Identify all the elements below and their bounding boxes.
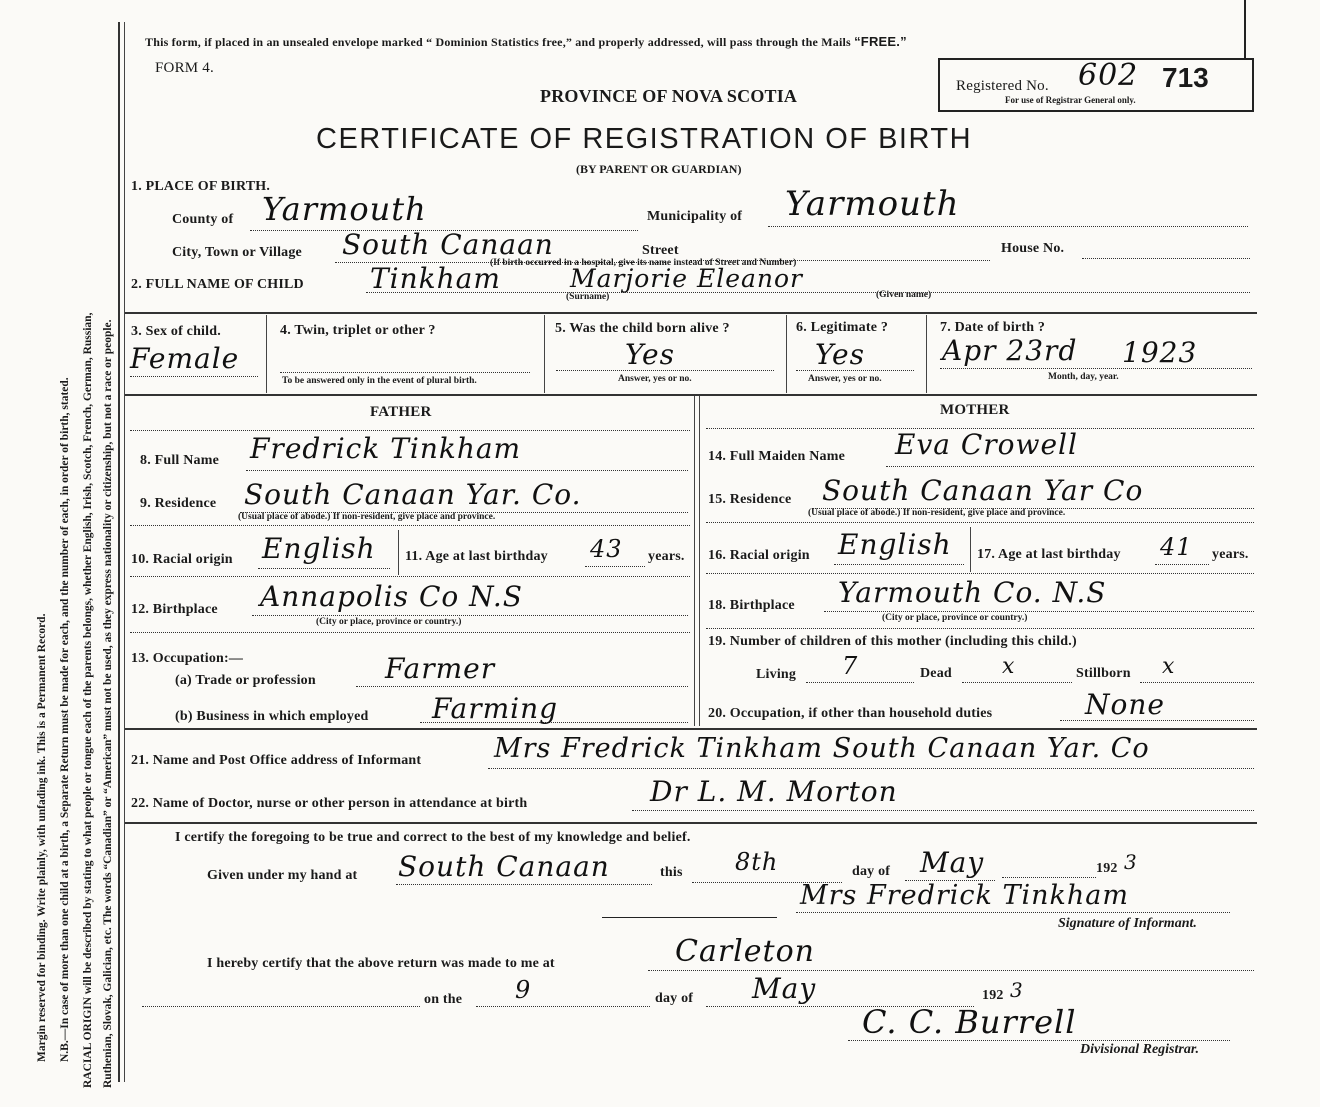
county-value: Yarmouth	[262, 190, 427, 228]
pen-mark	[1244, 0, 1246, 60]
born-alive-note: Answer, yes or no.	[618, 374, 692, 384]
dob-value-year: 1923	[1122, 336, 1198, 369]
child-name-label: 2. FULL NAME OF CHILD	[131, 277, 304, 292]
registrar-text: I hereby certify that the above return was made to me at	[207, 956, 555, 971]
informant-label: 21. Name and Post Office address of Informant	[131, 753, 422, 768]
province-title: PROVINCE OF NOVA SCOTIA	[540, 86, 798, 106]
municipality-label: Municipality of	[647, 209, 743, 224]
given-place-value: South Canaan	[398, 850, 610, 883]
registrar-note: For use of Registrar General only.	[1005, 95, 1136, 105]
certify-text: I certify the foregoing to be true and correct to the best of my knowledge and belief.	[175, 830, 691, 845]
father-birthplace-label: 12. Birthplace	[131, 602, 218, 617]
mother-living-value: 7	[842, 652, 859, 680]
separator-details	[125, 394, 1257, 396]
father-name-label: 8. Full Name	[140, 453, 220, 468]
sex-label: 3. Sex of child.	[131, 324, 221, 339]
father-race-label: 10. Racial origin	[131, 552, 233, 567]
margin-note-multiple-births: N.B.—In case of more than one child at a birth, a Separate Return must be made for each, and the number of each, in order of birth, stated.	[59, 377, 71, 1062]
mother-stillborn-value: x	[1162, 654, 1176, 679]
mother-race-label: 16. Racial origin	[708, 548, 810, 563]
mother-name-label: 14. Full Maiden Name	[708, 449, 845, 464]
certificate-title: CERTIFICATE OF REGISTRATION OF BIRTH	[316, 123, 973, 155]
mother-heading: MOTHER	[940, 402, 1010, 418]
mother-age-label: 17. Age at last birthday	[977, 547, 1121, 562]
registered-value-a: 602	[1078, 58, 1139, 93]
mother-age-value: 41	[1160, 533, 1193, 561]
dob-value-month-day: Apr 23rd	[942, 334, 1078, 367]
doctor-label: 22. Name of Doctor, nurse or other person in attendance at birth	[131, 796, 528, 811]
city-label: City, Town or Village	[172, 245, 302, 260]
mother-occupation-value: None	[1085, 688, 1165, 721]
informant-signature: Mrs Fredrick Tinkham	[800, 880, 1129, 911]
father-business-label: (b) Business in which employed	[175, 709, 369, 724]
father-business-value: Farming	[432, 692, 559, 725]
twin-label: 4. Twin, triplet or other ?	[280, 323, 436, 338]
mother-stillborn-label: Stillborn	[1076, 666, 1131, 681]
registrar-month-value: May	[752, 972, 817, 1005]
father-age-label: 11. Age at last birthday	[405, 549, 548, 564]
mother-residence-note: (Usual place of abode.) If non-resident, give place and province.	[808, 508, 1066, 518]
on-the-label: on the	[424, 992, 463, 1007]
registrar-year-value: 3	[1010, 978, 1024, 1002]
dob-note: Month, day, year.	[1048, 372, 1119, 382]
registrar-day-of-label: day of	[655, 991, 694, 1006]
registrar-place-value: Carleton	[675, 934, 815, 969]
mother-birthplace-value: Yarmouth Co. N.S	[838, 576, 1107, 609]
mother-dead-value: x	[1002, 654, 1016, 679]
mother-occupation-label: 20. Occupation, if other than household duties	[708, 706, 993, 721]
father-age-value: 43	[590, 535, 623, 563]
mother-name-value: Eva Crowell	[895, 428, 1078, 461]
registrar-sig-label: Divisional Registrar.	[1080, 1042, 1200, 1057]
parents-divider	[694, 396, 695, 726]
mother-residence-value: South Canaan Yar Co	[822, 474, 1144, 507]
mother-birthplace-label: 18. Birthplace	[708, 598, 795, 613]
dob-label: 7. Date of birth ?	[940, 320, 1046, 335]
mail-note	[145, 34, 907, 50]
legitimate-note: Answer, yes or no.	[808, 374, 882, 384]
father-trade-label: (a) Trade or profession	[175, 673, 316, 688]
father-birthplace-note: (City or place, province or country.)	[316, 617, 462, 627]
form-left-border	[118, 22, 120, 1082]
certify-month-value: May	[920, 846, 985, 879]
given-under-label: Given under my hand at	[207, 868, 358, 883]
house-number-label: House No.	[1001, 241, 1065, 256]
registrar-signature: C. C. Burrell	[862, 1003, 1077, 1041]
father-residence-label: 9. Residence	[140, 496, 217, 511]
margin-note-racial-origin-2: Ruthenian, Slovak, Galician, etc. The words “Canadian” or “American” must not be used, as they express nationality or citizenship, but not a race or people.	[102, 319, 114, 1088]
this-label: this	[660, 865, 683, 880]
margin-note-racial-origin-1: RACIAL ORIGIN will be described by stating to what people or tongue each of the parents belongs, whether English, Irish, Scotch, French, German, Russian,	[82, 312, 94, 1088]
informant-sig-label: Signature of Informant.	[1058, 916, 1197, 931]
county-label: County of	[172, 212, 234, 227]
father-birthplace-value: Annapolis Co N.S	[260, 580, 523, 613]
father-residence-note: (Usual place of abode.) If non-resident, give place and province.	[238, 512, 496, 522]
street-label: Street	[642, 243, 679, 258]
mother-age-unit: years.	[1212, 547, 1249, 562]
father-occupation-label: 13. Occupation:—	[131, 651, 244, 666]
separator-parents	[125, 728, 1257, 730]
separator-top	[125, 312, 1257, 314]
mother-children-label: 19. Number of children of this mother (including this child.)	[708, 634, 1077, 649]
father-name-value: Fredrick Tinkham	[250, 432, 522, 465]
city-value: South Canaan	[342, 228, 554, 261]
sex-value: Female	[130, 342, 240, 375]
child-given-value: Marjorie Eleanor	[570, 264, 803, 293]
mother-living-label: Living	[756, 667, 797, 682]
surname-note: (Surname)	[566, 292, 610, 302]
separator-certify	[125, 822, 1257, 824]
municipality-value: Yarmouth	[785, 184, 960, 224]
informant-value: Mrs Fredrick Tinkham South Canaan Yar. Co	[494, 733, 1150, 764]
twin-note: To be answered only in the event of plural birth.	[282, 376, 477, 386]
born-alive-label: 5. Was the child born alive ?	[555, 321, 730, 336]
legitimate-value: Yes	[815, 338, 865, 371]
informant-sig-rule	[602, 917, 777, 918]
father-trade-value: Farmer	[385, 652, 496, 685]
mother-residence-label: 15. Residence	[708, 492, 792, 507]
given-name-note: (Given name)	[876, 290, 932, 300]
registrar-day-value: 9	[515, 976, 532, 1004]
legitimate-label: 6. Legitimate ?	[796, 320, 889, 335]
child-surname-value: Tinkham	[370, 262, 501, 295]
father-residence-value: South Canaan Yar. Co.	[244, 478, 582, 511]
certify-year-prefix: 192	[1096, 861, 1118, 876]
certify-day-value: 8th	[735, 848, 779, 876]
place-of-birth-label: 1. PLACE OF BIRTH.	[131, 179, 271, 194]
registered-value-b: 713	[1162, 62, 1209, 93]
father-age-unit: years.	[648, 549, 685, 564]
certify-day-of-label: day of	[852, 864, 891, 879]
father-heading: FATHER	[370, 404, 432, 420]
mother-race-value: English	[838, 528, 952, 561]
born-alive-value: Yes	[625, 338, 675, 371]
registered-label: Registered No.	[956, 78, 1049, 94]
mother-birthplace-note: (City or place, province or country.)	[882, 613, 1028, 623]
certificate-subtitle: (BY PARENT OR GUARDIAN)	[576, 162, 742, 176]
mother-dead-label: Dead	[920, 666, 952, 681]
father-race-value: English	[262, 532, 376, 565]
form-number: FORM 4.	[155, 60, 214, 76]
registrar-year-prefix: 192	[982, 988, 1004, 1003]
margin-note-binding: Margin reserved for binding. Write plainly, with unfading ink. This is a Permanent Record.	[36, 613, 48, 1062]
mail-note-free: “FREE.”	[854, 34, 907, 49]
mail-note-text: This form, if placed in an unsealed envelope marked “ Dominion Statistics free,” and properly addressed, will pass through the Mails	[145, 35, 851, 49]
hospital-note: (If birth occurred in a hospital, give its name instead of Street and Number)	[490, 258, 797, 268]
doctor-value: Dr L. M. Morton	[650, 775, 898, 808]
certify-year-value: 3	[1124, 850, 1138, 874]
form-left-border-inner	[124, 22, 125, 1082]
